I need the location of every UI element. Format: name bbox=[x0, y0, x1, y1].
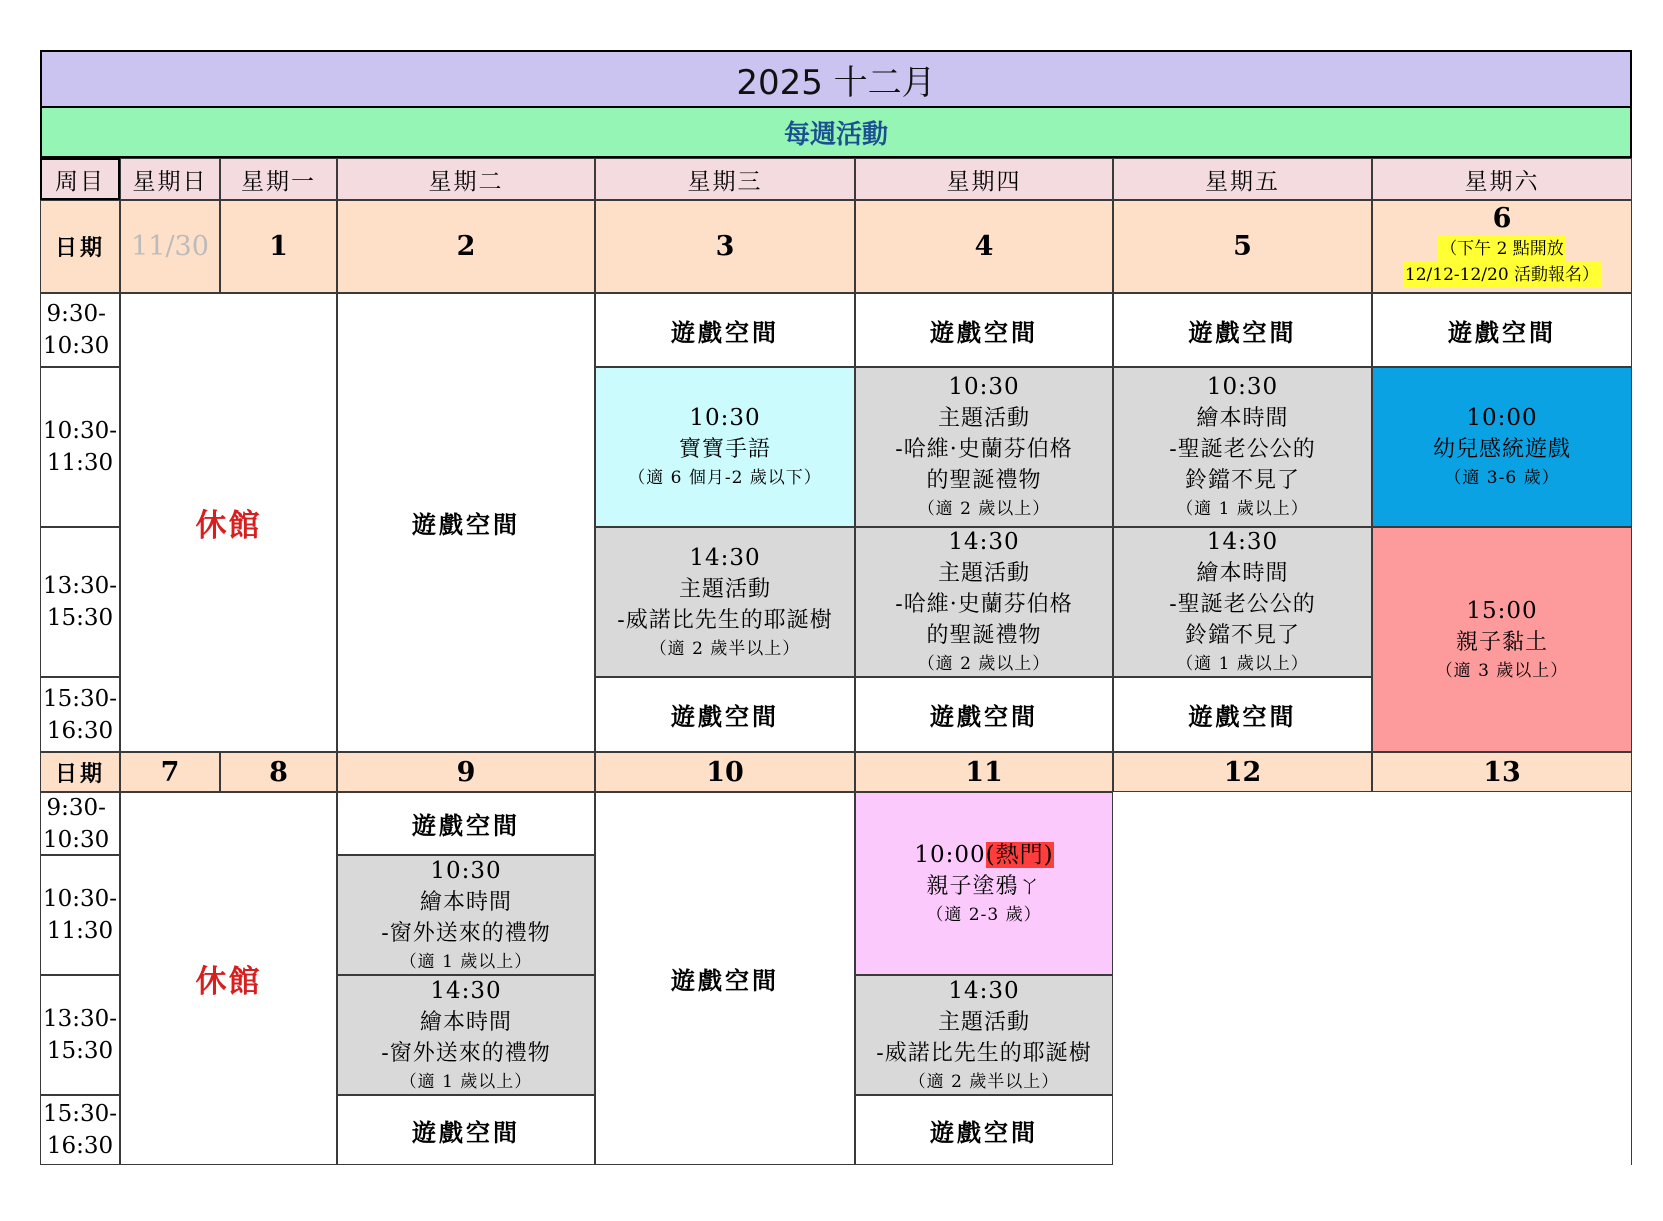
event-note: （適 3-6 歲） bbox=[1444, 468, 1560, 488]
calendar-subtitle: 每週活動 bbox=[40, 106, 1632, 158]
header-thursday: 星期四 bbox=[855, 158, 1113, 200]
event-time: 10:30 bbox=[948, 374, 1020, 400]
closed-cell: 休館 bbox=[120, 792, 337, 1165]
date-number: 6 bbox=[1492, 203, 1512, 234]
event-time: 10:00 bbox=[1466, 405, 1538, 431]
play-space-cell: 遊戲空間 bbox=[1372, 293, 1632, 367]
event-graffiti bbox=[855, 792, 1113, 975]
play-space-cell: 遊戲空間 bbox=[595, 677, 855, 752]
event-note: （適 2 歲半以上） bbox=[649, 638, 801, 659]
play-space-cell: 遊戲空間 bbox=[595, 293, 855, 367]
event-note: （適 1 歲以上） bbox=[1176, 499, 1309, 519]
event-name: 親子塗鴉ㄚ bbox=[926, 873, 1042, 899]
event-time: 10:30 bbox=[1206, 374, 1279, 400]
header-week-label: 周目 bbox=[40, 158, 120, 200]
event-note: （適 6 個月-2 歲以下） bbox=[628, 468, 822, 488]
event-note: （適 2 歲以上） bbox=[917, 654, 1051, 674]
event-note: （適 3 歲以上） bbox=[1435, 660, 1569, 681]
event-name-sub: -哈維·史蘭芬伯格 bbox=[895, 437, 1073, 462]
event-sensory-play bbox=[1372, 367, 1632, 527]
play-space-cell: 遊戲空間 bbox=[337, 792, 595, 855]
calendar-sheet bbox=[40, 50, 1632, 1221]
event-name-sub: -聖誕老公公的 bbox=[1169, 437, 1316, 462]
date-label: 日期 bbox=[40, 752, 120, 792]
event-name: 主題活動 bbox=[937, 406, 1030, 431]
date-cell: 9 bbox=[337, 752, 595, 792]
event-name: 繪本時間 bbox=[419, 1009, 512, 1035]
event-time-row bbox=[914, 840, 1053, 871]
event-name: 寶寶手語 bbox=[678, 437, 771, 462]
event-theme-activity bbox=[855, 975, 1113, 1095]
registration-notice-line1: （下午 2 點開放 bbox=[1438, 236, 1566, 262]
date-cell: 2 bbox=[337, 200, 595, 293]
event-time: 15:00 bbox=[1466, 597, 1538, 624]
event-note: （適 2 歲以上） bbox=[917, 499, 1051, 519]
event-note: （適 1 歲以上） bbox=[399, 1071, 533, 1092]
time-slot: 10:30- 11:30 bbox=[40, 367, 120, 527]
event-name: 幼兒感統遊戲 bbox=[1432, 437, 1571, 462]
event-name-sub: -哈維·史蘭芬伯格 bbox=[895, 592, 1073, 617]
play-space-cell: 遊戲空間 bbox=[1113, 677, 1372, 752]
date-cell: 7 bbox=[120, 752, 220, 792]
event-name-sub: 的聖誕禮物 bbox=[926, 623, 1042, 648]
time-slot: 15:30- 16:30 bbox=[40, 677, 120, 752]
event-name-sub: -窗外送來的禮物 bbox=[381, 920, 551, 946]
event-time: 10:30 bbox=[430, 857, 502, 884]
header-tuesday: 星期二 bbox=[337, 158, 595, 200]
play-space-cell: 遊戲空間 bbox=[337, 293, 595, 752]
event-time: 10:00 bbox=[914, 841, 986, 868]
date-cell: 10 bbox=[595, 752, 855, 792]
date-cell: 12 bbox=[1113, 752, 1372, 792]
header-monday: 星期一 bbox=[220, 158, 337, 200]
play-space-cell: 遊戲空間 bbox=[855, 1095, 1113, 1165]
registration-notice-line2: 12/12-12/20 活動報名） bbox=[1403, 262, 1601, 288]
event-time: 14:30 bbox=[948, 977, 1020, 1004]
header-wednesday: 星期三 bbox=[595, 158, 855, 200]
event-picture-book bbox=[337, 855, 595, 975]
calendar-title: 2025 十二月 bbox=[40, 50, 1632, 108]
date-cell: 11/30 bbox=[120, 200, 220, 293]
date-cell: 8 bbox=[220, 752, 337, 792]
event-name: 繪本時間 bbox=[1196, 406, 1289, 431]
header-friday: 星期五 bbox=[1113, 158, 1372, 200]
event-time: 14:30 bbox=[430, 977, 502, 1004]
time-slot: 13:30- 15:30 bbox=[40, 975, 120, 1095]
time-slot: 15:30- 16:30 bbox=[40, 1095, 120, 1165]
header-saturday: 星期六 bbox=[1372, 158, 1632, 200]
event-name: 親子黏土 bbox=[1455, 629, 1548, 655]
event-note: （適 1 歲以上） bbox=[399, 951, 533, 972]
event-name: 繪本時間 bbox=[419, 889, 512, 915]
time-slot: 10:30- 11:30 bbox=[40, 855, 120, 975]
date-cell: 5 bbox=[1113, 200, 1372, 293]
time-slot: 13:30- 15:30 bbox=[40, 527, 120, 677]
event-name-sub: -威諾比先生的耶誕樹 bbox=[617, 607, 833, 633]
event-picture-book bbox=[1113, 367, 1372, 527]
event-time: 14:30 bbox=[1206, 529, 1279, 555]
event-theme-activity bbox=[855, 527, 1113, 677]
event-name: 主題活動 bbox=[937, 561, 1030, 586]
header-sunday: 星期日 bbox=[120, 158, 220, 200]
date-cell-saturday bbox=[1372, 200, 1632, 293]
event-note: （適 1 歲以上） bbox=[1176, 654, 1309, 674]
event-name-sub: 鈴鐺不見了 bbox=[1184, 468, 1300, 493]
event-picture-book bbox=[1113, 527, 1372, 677]
event-baby-sign-language bbox=[595, 367, 855, 527]
date-cell: 13 bbox=[1372, 752, 1632, 792]
event-theme-activity bbox=[595, 527, 855, 677]
play-space-cell: 遊戲空間 bbox=[855, 677, 1113, 752]
date-cell: 11 bbox=[855, 752, 1113, 792]
event-picture-book bbox=[337, 975, 595, 1095]
event-name-sub: -聖誕老公公的 bbox=[1169, 592, 1316, 617]
hot-badge: (熱門) bbox=[985, 841, 1054, 868]
date-cell: 3 bbox=[595, 200, 855, 293]
event-note: （適 2-3 歲） bbox=[926, 904, 1042, 925]
date-label: 日期 bbox=[40, 200, 120, 293]
event-theme-activity bbox=[855, 367, 1113, 527]
event-note: （適 2 歲半以上） bbox=[908, 1071, 1060, 1092]
event-name-sub: 的聖誕禮物 bbox=[926, 468, 1042, 493]
date-cell: 1 bbox=[220, 200, 337, 293]
time-slot: 9:30- 10:30 bbox=[40, 293, 120, 367]
event-clay bbox=[1372, 527, 1632, 752]
play-space-cell: 遊戲空間 bbox=[855, 293, 1113, 367]
play-space-cell: 遊戲空間 bbox=[1113, 293, 1372, 367]
event-time: 14:30 bbox=[689, 544, 761, 571]
empty-area bbox=[1113, 792, 1632, 1165]
event-name: 主題活動 bbox=[678, 576, 771, 602]
closed-cell: 休館 bbox=[120, 293, 337, 752]
play-space-cell: 遊戲空間 bbox=[337, 1095, 595, 1165]
date-cell: 4 bbox=[855, 200, 1113, 293]
event-time: 10:30 bbox=[689, 405, 761, 431]
time-slot: 9:30- 10:30 bbox=[40, 792, 120, 855]
event-name-sub: -窗外送來的禮物 bbox=[381, 1040, 551, 1066]
play-space-cell: 遊戲空間 bbox=[595, 792, 855, 1165]
event-name: 主題活動 bbox=[937, 1009, 1030, 1035]
event-name-sub: -威諾比先生的耶誕樹 bbox=[876, 1040, 1092, 1066]
event-name: 繪本時間 bbox=[1196, 561, 1289, 586]
event-name-sub: 鈴鐺不見了 bbox=[1184, 623, 1300, 648]
event-time: 14:30 bbox=[948, 529, 1020, 555]
